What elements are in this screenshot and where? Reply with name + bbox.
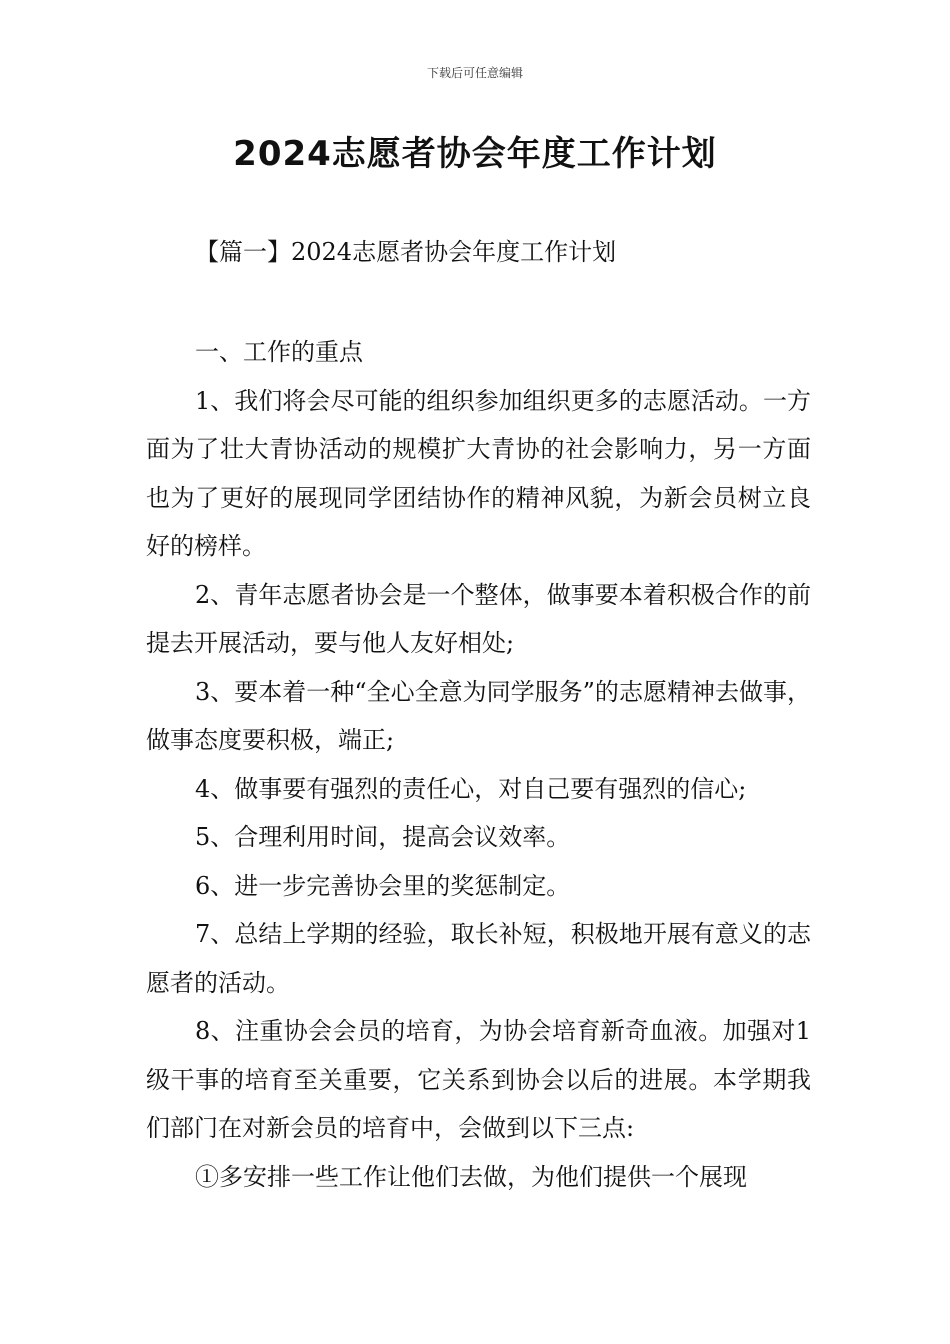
document-body: [146, 328, 811, 1201]
paragraph-subitem-1: ①多安排一些工作让他们去做，为他们提供一个展现: [195, 1162, 747, 1191]
paragraph-item-3: 3、要本着一种“全心全意为同学服务”的志愿精神去做事，做事态度要积极，端正;: [146, 677, 811, 754]
paragraph-item-8: 8、注重协会会员的培育，为协会培育新奇血液。加强对1级干事的培育至关重要，它关系到协会以后的进展。本学期我们部门在对新会员的培育中，会做到以下三点:: [146, 1017, 811, 1142]
section-title: 【篇一】2024志愿者协会年度工作计划: [195, 238, 617, 266]
paragraph-heading-key-points: 一、工作的重点: [195, 338, 363, 366]
paragraph-item-5: 5、合理利用时间，提高会议效率。: [195, 823, 571, 851]
paragraph-item-1: 1、我们将会尽可能的组织参加组织更多的志愿活动。一方面为了壮大青协活动的规模扩大青协的社会影响力，另一方面也为了更好的展现同学团结协作的精神风貌，为新会员树立良好的榜样。: [146, 386, 811, 560]
document-title: 2024志愿者协会年度工作计划: [233, 134, 717, 174]
header-note: 下载后可任意编辑: [426, 66, 523, 80]
paragraph-item-7: 7、总结上学期的经验，取长补短，积极地开展有意义的志愿者的活动。: [146, 920, 811, 997]
paragraph-item-2: 2、青年志愿者协会是一个整体，做事要本着积极合作的前提去开展活动，要与他人友好相处;: [146, 580, 811, 657]
paragraph-item-6: 6、进一步完善协会里的奖惩制定。: [195, 871, 571, 900]
paragraph-item-4: 4、做事要有强烈的责任心，对自己要有强烈的信心;: [195, 774, 747, 803]
